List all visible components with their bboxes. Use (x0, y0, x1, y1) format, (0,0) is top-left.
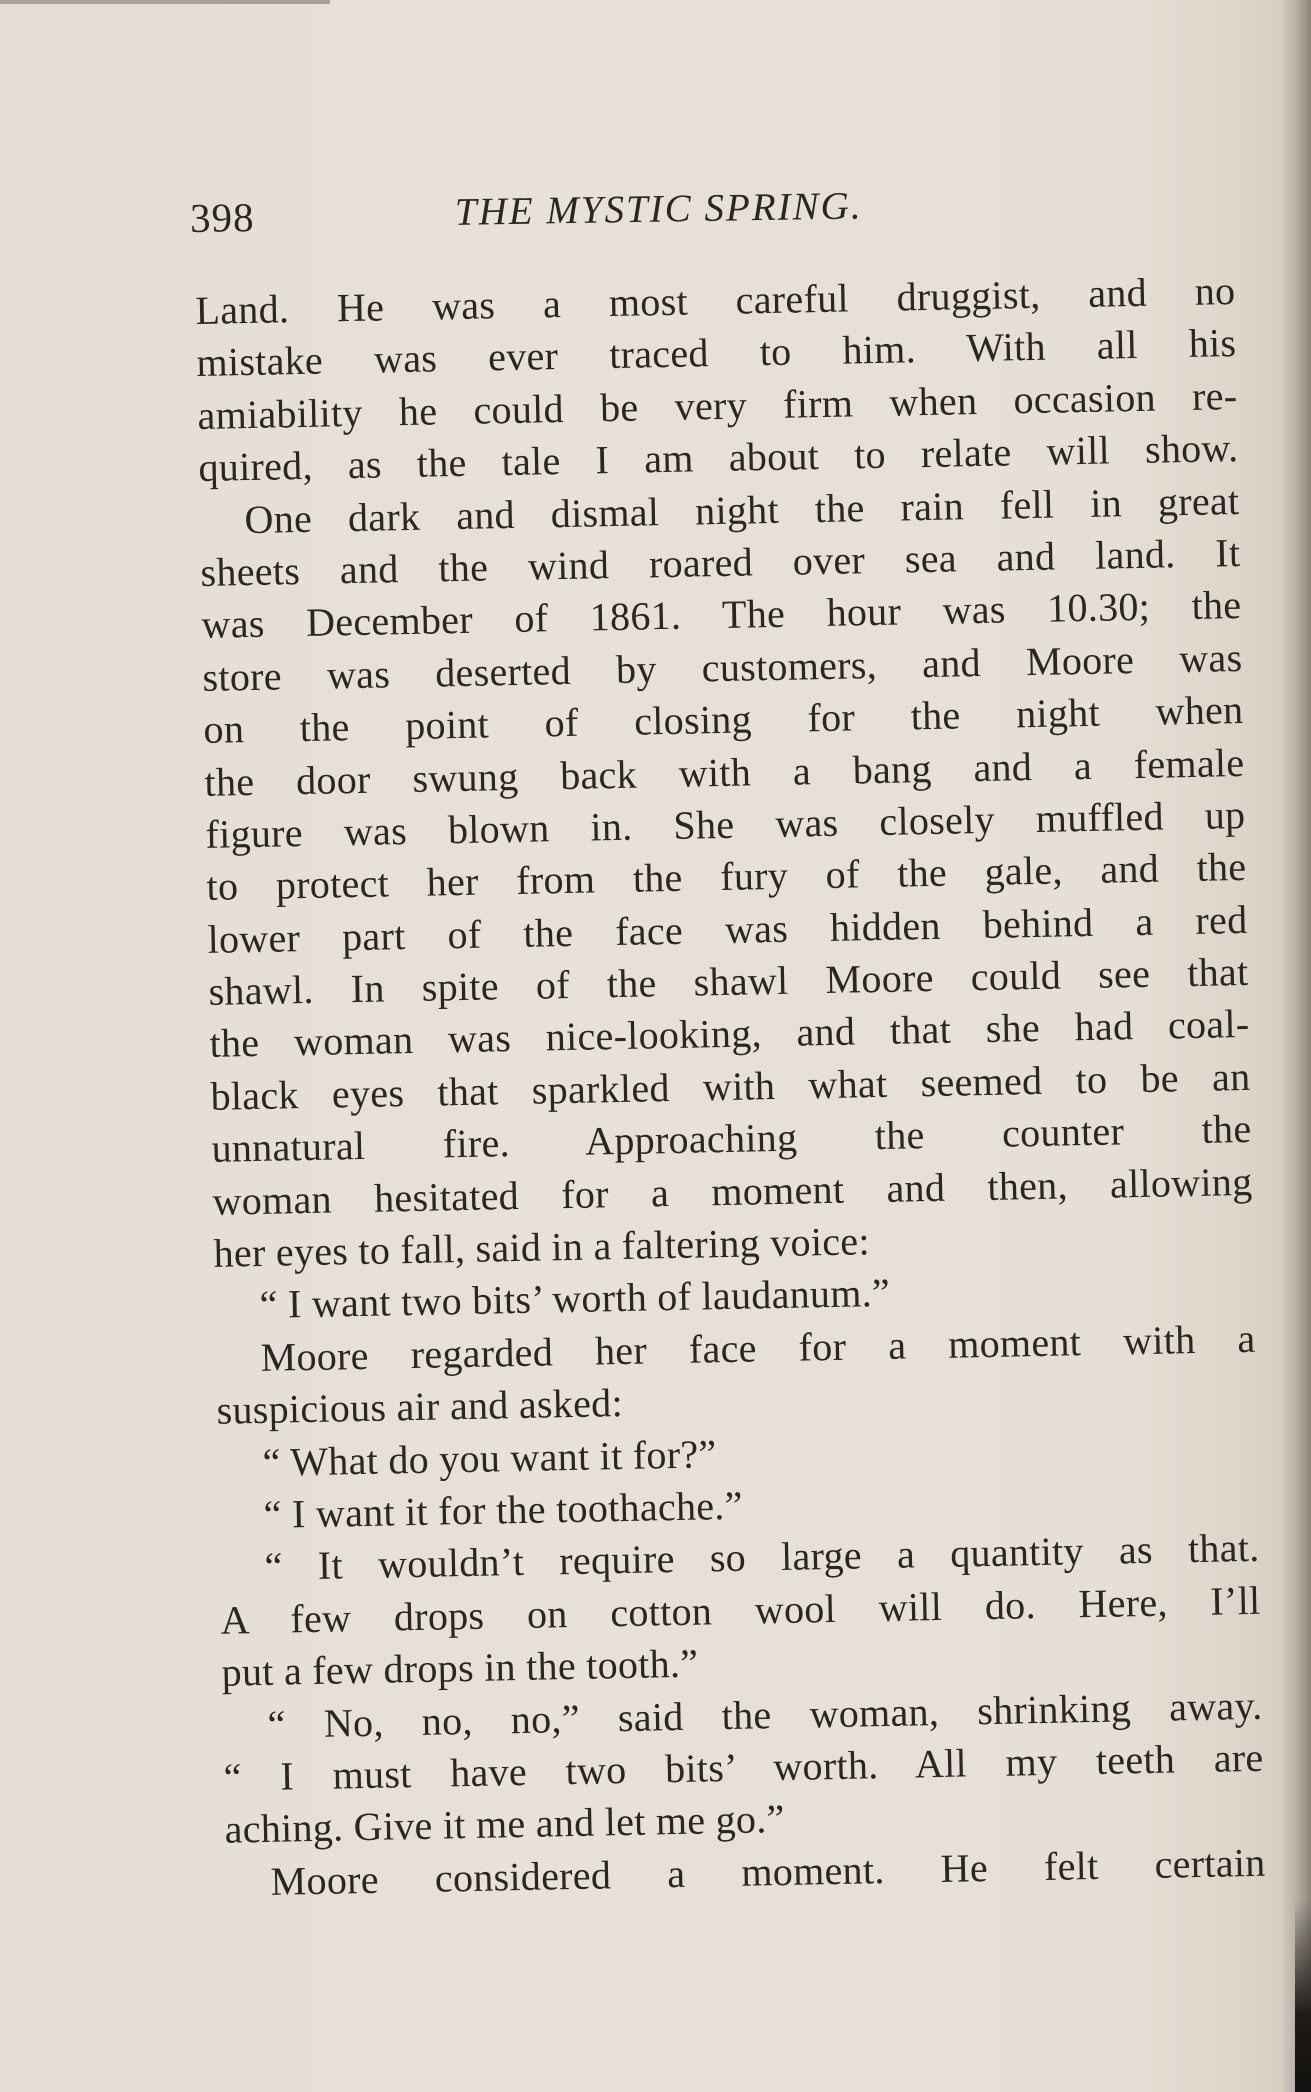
text-line: quired, as the tale I am about to relate will show. (198, 425, 1239, 491)
text-line: “ I want two bits’ worth of laudanum.” (259, 1270, 891, 1328)
page-gutter-shadow (1295, 1900, 1311, 2092)
text-line: “ No, no, no,” said the woman, shrinking away. (267, 1682, 1263, 1747)
text-line: unnatural fire. Approaching the counter the (211, 1106, 1252, 1172)
text-line: was December of 1861. The hour was 10.30; the (201, 582, 1242, 648)
text-line: lower part of the face was hidden behind a red (207, 896, 1248, 962)
text-line: her eyes to fall, said in a faltering voice: (213, 1218, 871, 1276)
text-line: to protect her from the fury of the gale, and the (206, 844, 1247, 910)
text-line: shawl. In spite of the shawl Moore could see that (208, 948, 1249, 1014)
text-line: “ I must have two bits’ worth. All my teeth are (223, 1734, 1264, 1800)
text-line: sheets and the wind roared over sea and land. It (200, 529, 1241, 595)
page-number: 398 (189, 193, 255, 241)
text-line: “ It wouldn’t require so large a quantity as that. (264, 1525, 1260, 1590)
body-text (195, 265, 1266, 1909)
running-header (190, 176, 951, 248)
running-title: THE MYSTIC SPRING. (454, 184, 863, 234)
text-line: store was deserted by customers, and Moore was (202, 634, 1243, 700)
text-line: Moore considered a moment. He felt certain (270, 1839, 1266, 1904)
top-edge-rule (0, 0, 330, 4)
text-line: suspicious air and asked: (216, 1380, 624, 1433)
text-line: “ What do you want it for?” (262, 1430, 717, 1485)
text-line: on the point of closing for the night when (203, 687, 1244, 753)
text-line: aching. Give it me and let me go.” (224, 1796, 786, 1853)
text-line: Moore regarded her face for a moment with a (260, 1315, 1256, 1380)
text-line: A few drops on cotton wool will do. Here, I’ll (220, 1577, 1261, 1643)
text-line: “ I want it for the toothache.” (263, 1482, 744, 1537)
text-line: mistake was ever traced to him. With all his (196, 320, 1237, 386)
page-gutter-edge (1282, 0, 1311, 2092)
text-line: the door swung back with a bang and a female (204, 739, 1245, 805)
text-line: figure was blown in. She was closely muffled up (205, 791, 1246, 857)
text-line: black eyes that sparkled with what seemed to be an (210, 1053, 1251, 1119)
text-line: Land. He was a most careful druggist, and no (195, 268, 1236, 333)
text-line: One dark and dismal night the rain fell in great (244, 477, 1240, 542)
text-line: amiability he could be very firm when occasion re- (197, 372, 1238, 438)
text-line: woman hesitated for a moment and then, allowing (212, 1158, 1253, 1224)
text-line: the woman was nice-looking, and that she had coal- (209, 1001, 1250, 1067)
text-line: put a few drops in the tooth.” (221, 1640, 699, 1695)
